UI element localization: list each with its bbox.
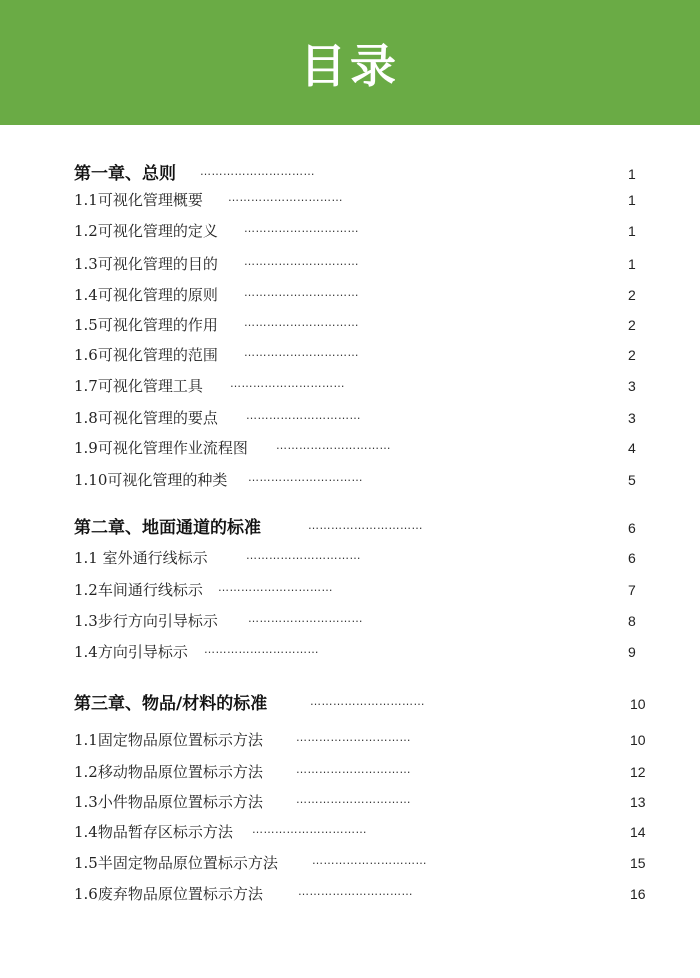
toc-page-number: 10: [630, 732, 646, 748]
toc-chapter-2[interactable]: [74, 516, 654, 540]
toc-entry[interactable]: [74, 578, 654, 602]
toc-label: 第一章、总则: [74, 164, 176, 184]
toc-entry[interactable]: [74, 640, 654, 664]
toc-leader-dots: …………………………: [204, 643, 319, 656]
toc-page-number: 2: [628, 287, 636, 303]
toc-label: 1.9可视化管理作业流程图: [74, 439, 248, 457]
toc-page-number: 12: [630, 764, 646, 780]
toc-label: 1.1 室外通行线标示: [74, 549, 208, 567]
toc-entry[interactable]: [74, 188, 654, 212]
toc-leader-dots: …………………………: [218, 581, 333, 594]
toc-page-number: 1: [628, 256, 636, 272]
toc-entry[interactable]: [74, 820, 654, 844]
toc-leader-dots: …………………………: [308, 519, 423, 532]
toc-page-number: 2: [628, 347, 636, 363]
toc-label: 1.6废弃物品原位置标示方法: [74, 885, 263, 903]
toc-leader-dots: …………………………: [248, 612, 363, 625]
toc-leader-dots: …………………………: [310, 695, 425, 708]
toc-page-number: 15: [630, 855, 646, 871]
toc-leader-dots: …………………………: [228, 191, 343, 204]
toc-page-number: 3: [628, 410, 636, 426]
toc-page-number: 9: [628, 644, 636, 660]
toc-label: 1.8可视化管理的要点: [74, 409, 218, 427]
toc-leader-dots: …………………………: [276, 439, 391, 452]
toc-label: 第二章、地面通道的标准: [74, 518, 261, 538]
toc-label: 第三章、物品/材料的标准: [74, 694, 268, 714]
toc-leader-dots: …………………………: [246, 549, 361, 562]
toc-leader-dots: …………………………: [230, 377, 345, 390]
toc-entry[interactable]: [74, 252, 654, 276]
toc-entry[interactable]: [74, 760, 654, 784]
toc-page-number: 4: [628, 440, 636, 456]
toc-page-number: 2: [628, 317, 636, 333]
toc-label: 1.3可视化管理的目的: [74, 255, 218, 273]
toc-entry[interactable]: [74, 406, 654, 430]
toc-entry[interactable]: [74, 882, 654, 906]
toc-entry[interactable]: [74, 468, 654, 492]
toc-label: 1.1可视化管理概要: [74, 191, 203, 209]
toc-entry[interactable]: [74, 790, 654, 814]
toc-leader-dots: …………………………: [296, 731, 411, 744]
toc-label: 1.2移动物品原位置标示方法: [74, 763, 263, 781]
toc-page-number: 1: [628, 166, 636, 182]
toc-label: 1.5半固定物品原位置标示方法: [74, 854, 278, 872]
toc-leader-dots: …………………………: [312, 854, 427, 867]
toc-entry[interactable]: [74, 436, 654, 460]
toc-entry[interactable]: [74, 728, 654, 752]
toc-page-number: 10: [630, 696, 646, 712]
toc-label: 1.7可视化管理工具: [74, 377, 203, 395]
toc-page-number: 1: [628, 223, 636, 239]
toc-entry[interactable]: [74, 609, 654, 633]
toc-page-number: 3: [628, 378, 636, 394]
toc-leader-dots: …………………………: [298, 885, 413, 898]
toc-leader-dots: …………………………: [244, 316, 359, 329]
toc-leader-dots: …………………………: [244, 346, 359, 359]
toc-label: 1.10可视化管理的种类: [74, 471, 228, 489]
toc-label: 1.2车间通行线标示: [74, 581, 203, 599]
toc-leader-dots: …………………………: [244, 222, 359, 235]
toc-leader-dots: …………………………: [248, 471, 363, 484]
toc-page-number: 6: [628, 550, 636, 566]
page-title: 目录: [300, 38, 400, 93]
toc-entry[interactable]: [74, 374, 654, 398]
toc-label: 1.2可视化管理的定义: [74, 222, 218, 240]
toc-page-number: 13: [630, 794, 646, 810]
toc-page-number: 5: [628, 472, 636, 488]
toc-leader-dots: …………………………: [244, 286, 359, 299]
toc-label: 1.3步行方向引导标示: [74, 612, 218, 630]
toc-page-number: 8: [628, 613, 636, 629]
toc-label: 1.3小件物品原位置标示方法: [74, 793, 263, 811]
toc-label: 1.4方向引导标示: [74, 643, 188, 661]
toc-entry[interactable]: [74, 283, 654, 307]
toc-page-number: 7: [628, 582, 636, 598]
toc-leader-dots: …………………………: [246, 409, 361, 422]
toc-label: 1.1固定物品原位置标示方法: [74, 731, 263, 749]
toc-label: 1.6可视化管理的范围: [74, 346, 218, 364]
toc-entry[interactable]: [74, 313, 654, 337]
toc-leader-dots: …………………………: [252, 823, 367, 836]
toc-chapter-3[interactable]: [74, 692, 654, 716]
toc-page-number: 14: [630, 824, 646, 840]
toc-page-number: 1: [628, 192, 636, 208]
toc-entry[interactable]: [74, 343, 654, 367]
toc-label: 1.5可视化管理的作用: [74, 316, 218, 334]
toc-label: 1.4物品暂存区标示方法: [74, 823, 233, 841]
toc-label: 1.4可视化管理的原则: [74, 286, 218, 304]
header-banner: [0, 0, 700, 125]
toc-leader-dots: …………………………: [296, 763, 411, 776]
toc-chapter-1[interactable]: [74, 162, 654, 186]
toc-leader-dots: …………………………: [200, 165, 315, 178]
toc-leader-dots: …………………………: [296, 793, 411, 806]
toc-entry[interactable]: [74, 219, 654, 243]
toc-leader-dots: …………………………: [244, 255, 359, 268]
toc-entry[interactable]: [74, 851, 654, 875]
toc-entry[interactable]: [74, 546, 654, 570]
toc-page-number: 6: [628, 520, 636, 536]
toc-page-number: 16: [630, 886, 646, 902]
